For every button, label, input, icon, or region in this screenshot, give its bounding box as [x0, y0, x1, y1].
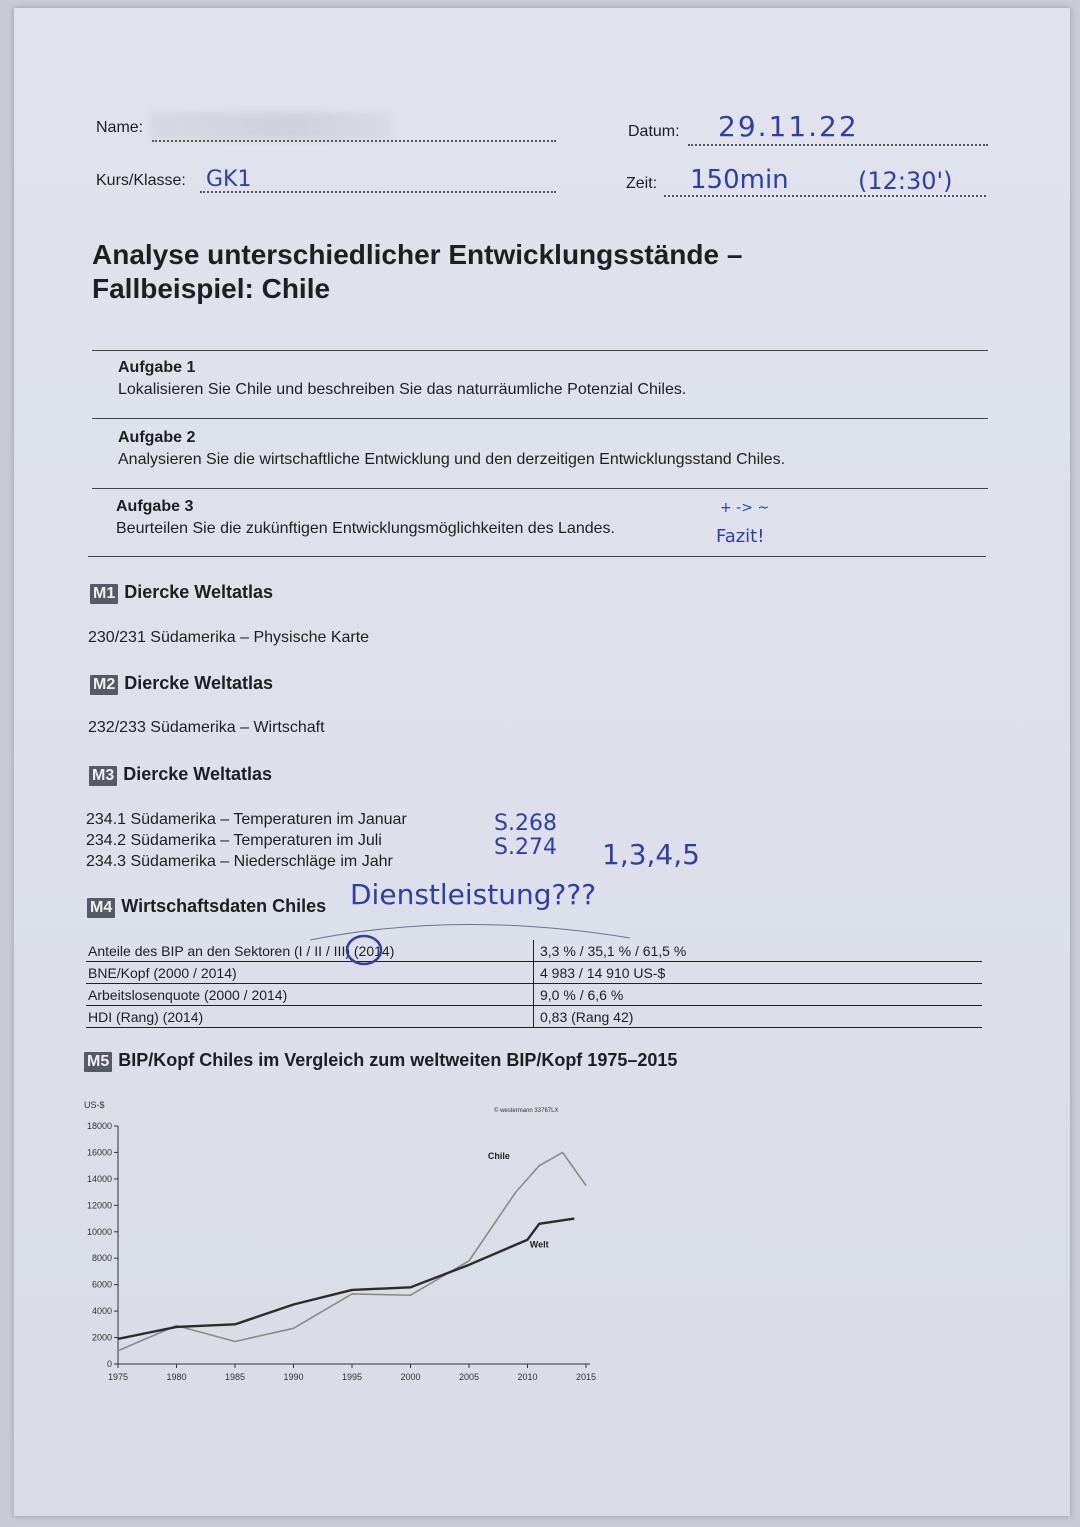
y-tick-label: 4000	[91, 1306, 112, 1317]
chart-credit: © westermann 33767LX	[494, 1108, 559, 1114]
m2-source: 232/233 Südamerika – Wirtschaft	[88, 719, 325, 736]
table-row	[86, 984, 982, 1006]
material-m3-heading	[89, 764, 272, 786]
title-line-2: Fallbeispiel: Chile	[92, 273, 331, 304]
y-tick-label: 0	[106, 1359, 112, 1369]
task-3-heading: Aufgabe 3	[116, 498, 194, 515]
page-title	[92, 238, 852, 306]
chart-axes	[87, 1121, 596, 1382]
task-divider	[88, 556, 986, 557]
table-row	[86, 962, 982, 984]
x-tick-label: 2015	[575, 1372, 597, 1382]
gdp-line-chart	[70, 1096, 630, 1396]
m3-source-line: 234.3 Südamerika – Niederschläge im Jahr	[86, 853, 393, 870]
y-tick-label: 8000	[91, 1253, 112, 1264]
time-value: 150min	[690, 165, 789, 195]
series-label-chile: Chile	[487, 1151, 510, 1162]
chart-series	[118, 1151, 586, 1351]
m4-title: Wirtschaftsdaten Chiles	[121, 896, 327, 916]
x-tick-label: 1980	[166, 1372, 187, 1382]
m4-badge: M4	[87, 898, 115, 918]
task-divider	[92, 350, 988, 351]
course-field-line	[200, 191, 556, 193]
x-tick-label: 2000	[400, 1372, 421, 1382]
economic-data-table	[86, 940, 982, 1028]
course-label: Kurs/Klasse:	[96, 172, 186, 189]
m1-badge: M1	[90, 584, 118, 604]
table-cell-value: 4 983 / 14 910 US-$	[534, 962, 983, 984]
x-tick-label: 1975	[107, 1372, 129, 1382]
x-tick-label: 1985	[224, 1372, 246, 1382]
task-1-text: Lokalisieren Sie Chile und beschreiben Sie das naturräumliche Potenzial Chiles.	[118, 381, 687, 398]
table-row	[86, 1006, 982, 1028]
table-cell-value: 3,3 % / 35,1 % / 61,5 %	[534, 940, 983, 962]
task-1	[118, 359, 686, 399]
m1-title: Diercke Weltatlas	[124, 582, 273, 602]
redacted-name	[150, 112, 390, 140]
m3-handwritten-pages	[494, 812, 557, 860]
time-note: (12:30')	[858, 167, 953, 195]
m3-note-numbers: 1,3,4,5	[602, 838, 700, 871]
task-2-heading: Aufgabe 2	[118, 429, 196, 446]
name-field[interactable]	[152, 140, 556, 142]
series-line-welt	[118, 1219, 574, 1339]
y-tick-label: 18000	[86, 1121, 112, 1131]
series-line-chile	[118, 1152, 586, 1350]
task-divider	[92, 488, 988, 489]
x-tick-label: 1995	[341, 1372, 363, 1382]
m3-title: Diercke Weltatlas	[123, 764, 272, 784]
x-tick-label: 2005	[458, 1372, 480, 1382]
table-cell-value: 0,83 (Rang 42)	[534, 1006, 983, 1028]
handwritten-arc	[300, 904, 640, 944]
material-m1-heading	[90, 582, 273, 604]
task-2	[118, 429, 785, 469]
m2-badge: M2	[90, 675, 118, 695]
m3-source-line: 234.2 Südamerika – Temperaturen im Juli	[86, 832, 382, 849]
task-3	[116, 498, 615, 538]
date-field-line	[688, 144, 988, 146]
table-cell-label: HDI (Rang) (2014)	[86, 1006, 534, 1028]
date-label: Datum:	[628, 123, 680, 140]
task-1-heading: Aufgabe 1	[118, 359, 196, 376]
table-cell-label: BNE/Kopf (2000 / 2014)	[86, 962, 534, 984]
m3-source-list	[86, 809, 407, 872]
m4-handwritten-note: Dienstleistung???	[350, 878, 597, 911]
table-cell-value: 9,0 % / 6,6 %	[534, 984, 983, 1006]
course-value: GK1	[206, 167, 252, 192]
task-divider	[92, 418, 988, 419]
x-tick-label: 1990	[283, 1372, 304, 1382]
y-tick-label: 6000	[91, 1279, 112, 1290]
y-tick-label: 12000	[86, 1200, 112, 1211]
y-tick-label: 14000	[86, 1173, 112, 1184]
table-cell-label: Arbeitslosenquote (2000 / 2014)	[86, 984, 534, 1006]
m5-badge: M5	[84, 1052, 112, 1072]
material-m2-heading	[90, 673, 273, 695]
y-tick-label: 16000	[86, 1147, 112, 1158]
time-field-line	[664, 195, 986, 197]
m3-source-line: 234.1 Südamerika – Temperaturen im Januar	[86, 811, 407, 828]
y-tick-label: 2000	[91, 1332, 112, 1343]
material-m4-heading	[87, 896, 326, 918]
y-axis-label: US-$	[84, 1100, 105, 1110]
m1-source: 230/231 Südamerika – Physische Karte	[88, 629, 370, 646]
m3-note-page-1: S.268	[494, 811, 557, 836]
m2-title: Diercke Weltatlas	[124, 673, 273, 693]
time-label: Zeit:	[626, 175, 658, 192]
task-3-text: Beurteilen Sie die zukünftigen Entwicklungsmöglichkeiten des Landes.	[116, 520, 615, 537]
material-m5-heading	[84, 1050, 677, 1072]
date-value: 29.11.22	[718, 110, 859, 143]
m5-title: BIP/Kopf Chiles im Vergleich zum weltweiten BIP/Kopf 1975–2015	[118, 1050, 678, 1070]
m3-badge: M3	[89, 766, 117, 786]
name-label: Name:	[96, 119, 144, 136]
task-3-note-arrows: + -> ~	[720, 500, 770, 516]
task-2-text: Analysieren Sie die wirtschaftliche Entwicklung und den derzeitigen Entwicklungsstand Chiles.	[118, 451, 786, 468]
m3-note-page-2: S.274	[494, 835, 557, 860]
x-tick-label: 2010	[517, 1372, 538, 1382]
title-line-1: Analyse unterschiedlicher Entwicklungsstände –	[92, 239, 743, 270]
series-label-welt: Welt	[529, 1239, 549, 1250]
table-cell-label: Anteile des BIP an den Sektoren (I / II / III) (2014)	[86, 940, 534, 962]
y-tick-label: 10000	[86, 1226, 112, 1237]
task-3-note-fazit: Fazit!	[716, 526, 765, 547]
